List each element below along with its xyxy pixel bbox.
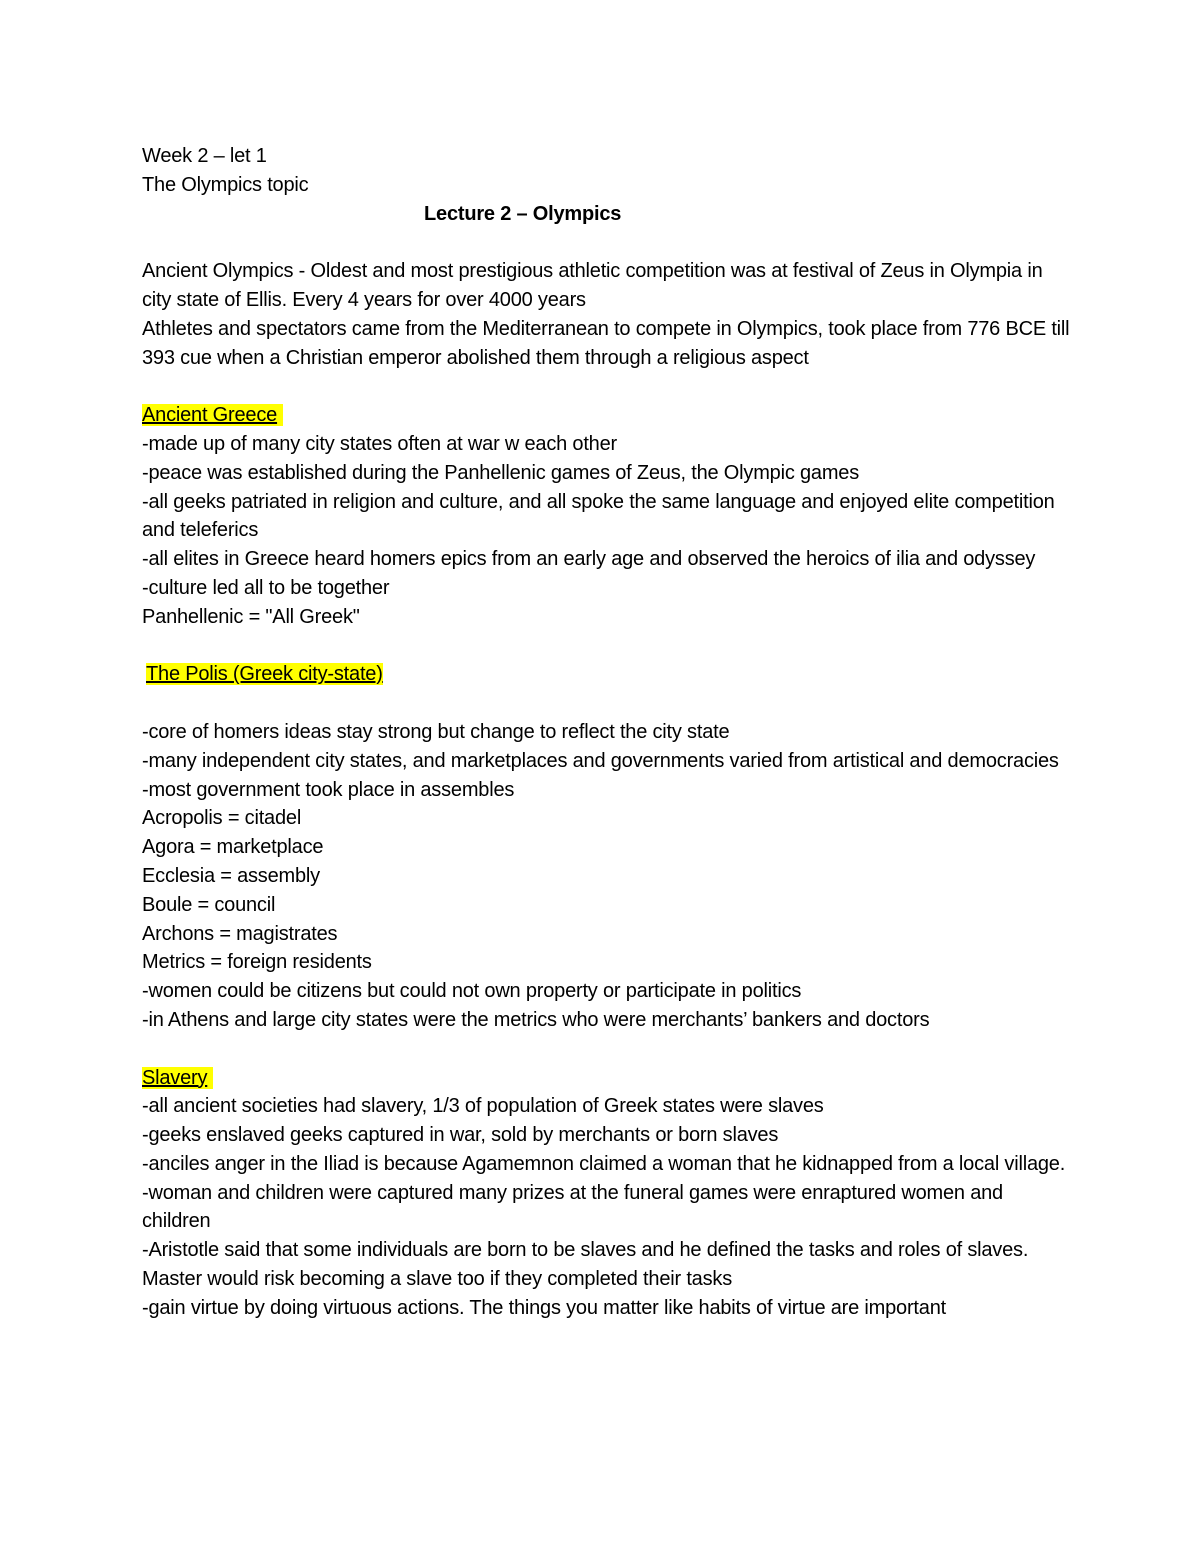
section-heading-slavery: Slavery [142,1067,213,1089]
list-item: -women could be citizens but could not own property or participate in politics [142,980,802,1003]
list-item: Agora = marketplace [142,836,324,859]
list-item: -many independent city states, and marketplaces and governments varied from artistical and democracies [142,749,1059,772]
list-item: Acropolis = citadel [142,807,302,830]
list-item: -geeks enslaved geeks captured in war, sold by merchants or born slaves [142,1124,779,1147]
list-item: -woman and children were captured many prizes at the funeral games were enraptured women and children [142,1181,1003,1233]
list-item: -core of homers ideas stay strong but change to reflect the city state [142,720,730,743]
header-topic: The Olympics topic [142,173,309,196]
list-item: -gain virtue by doing virtuous actions. The things you matter like habits of virtue are important [142,1296,946,1319]
section-heading-polis: The Polis (Greek city-state) [146,663,383,686]
list-item: -all elites in Greece heard homers epics from an early age and observed the heroics of ilia and odyssey [142,548,1036,571]
section-heading-wrap [142,1064,1072,1093]
header-week: Week 2 – let 1 [142,145,267,167]
list-item: Boule = council [142,893,276,916]
list-item: -all geeks patriated in religion and culture, and all spoke the same language and enjoyed elite competition and teleferics [142,490,1055,542]
list-item: Metrics = foreign residents [142,951,372,974]
spacer [142,632,1072,661]
spacer [142,1035,1072,1064]
list-item: -peace was established during the Panhellenic games of Zeus, the Olympic games [142,461,860,484]
list-item: -in Athens and large city states were the metrics who were merchants’ bankers and doctors [142,1008,930,1031]
list-item: Panhellenic = "All Greek" [142,605,360,628]
list-item: -Aristotle said that some individuals are born to be slaves and he defined the tasks and roles of slaves. Master would risk becoming a slave too if they completed their tasks [142,1239,1029,1291]
intro-paragraph-2: Athletes and spectators came from the Mediterranean to compete in Olympics, took place from 776 BCE till 393 cue when a Christian emperor abolished them through a religious aspect [142,317,1070,369]
list-item: Archons = magistrates [142,922,338,945]
section-heading-wrap [142,401,1072,430]
spacer [142,372,1072,401]
intro-paragraph-1: Ancient Olympics - Oldest and most prestigious athletic competition was at festival of Zeus in Olympia in city state of Ellis. Every 4 years for over 4000 years [142,260,1043,311]
spacer [142,228,1072,257]
list-item: -most government took place in assembles [142,778,515,801]
list-item: -all ancient societies had slavery, 1/3 of population of Greek states were slaves [142,1095,824,1118]
page-title: Lecture 2 – Olympics [424,202,622,225]
section-heading-ancient-greece: Ancient Greece [142,404,283,426]
document-body [142,142,1072,1323]
list-item: -made up of many city states often at war w each other [142,432,617,455]
spacer [142,689,1072,718]
section-heading-wrap [142,660,1072,689]
list-item: Ecclesia = assembly [142,864,320,887]
list-item: -culture led all to be together [142,576,390,599]
list-item: -anciles anger in the Iliad is because Agamemnon claimed a woman that he kidnapped from a local village. [142,1152,1066,1175]
